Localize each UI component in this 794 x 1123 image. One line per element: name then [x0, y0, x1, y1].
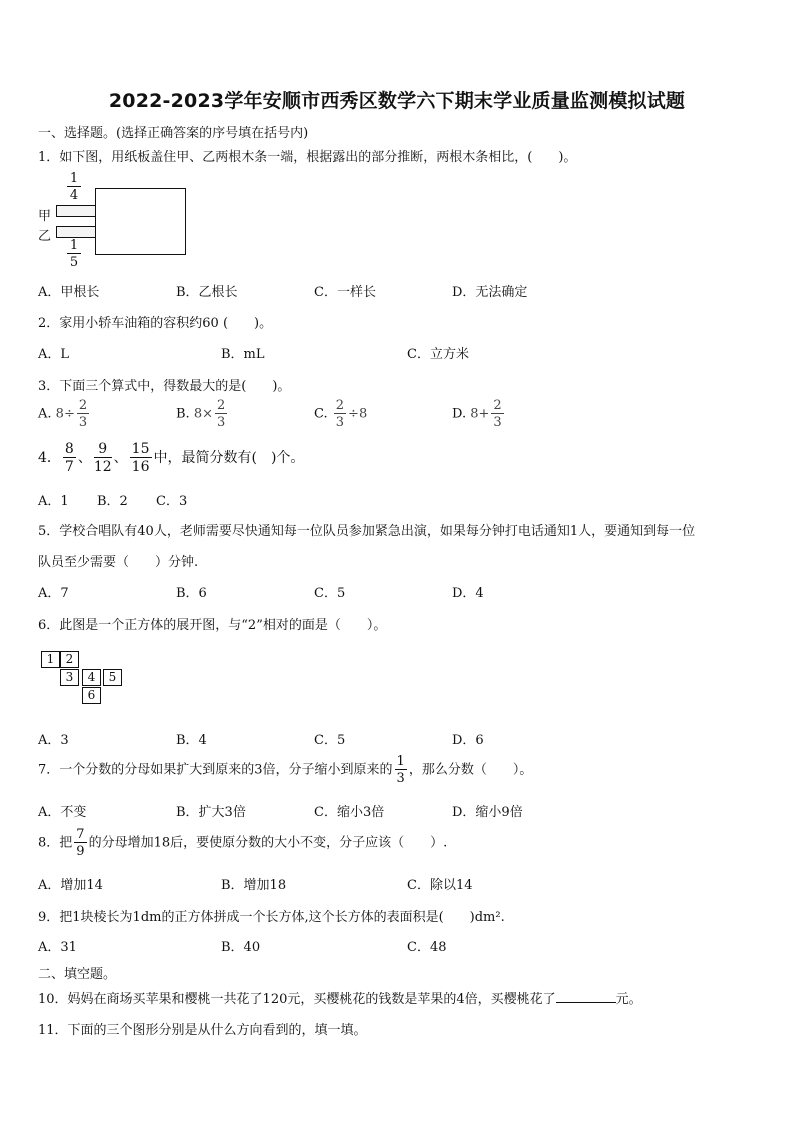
option-den: 3: [217, 415, 226, 430]
q10-post: 元。: [615, 992, 642, 1007]
q2-option-c[interactable]: C．立方米: [407, 347, 469, 362]
q10-answer-blank[interactable]: [556, 990, 616, 1003]
fraction-top-num: 1: [67, 172, 81, 187]
q8-pre: 8．把: [38, 835, 73, 851]
question-8-text: [38, 828, 447, 858]
option-label: B.: [176, 406, 190, 422]
option-label: C.: [314, 406, 328, 422]
question-1-text: 1．如下图，用纸板盖住甲、乙两根木条一端，根据露出的部分推断，两根木条相比，( )。: [38, 150, 577, 165]
q5-option-c[interactable]: C．5: [314, 586, 346, 601]
question-5-line-2: 队员至少需要（ ）分钟.: [38, 555, 199, 570]
net-cell-5: 5: [103, 669, 122, 686]
q3-option-d[interactable]: [452, 399, 506, 429]
label-jia: 甲: [38, 209, 52, 224]
question-9-text: 9．把1块棱长为1dm的正方体拼成一个长方体,这个长方体的表面积是( )dm².: [38, 910, 505, 925]
q7-option-c[interactable]: C．缩小3倍: [314, 805, 385, 820]
option-num: 2: [335, 398, 345, 413]
fraction-top-den: 4: [69, 188, 79, 203]
q4-sep-2: 、: [113, 450, 128, 466]
q8-option-c[interactable]: C．除以14: [407, 878, 473, 893]
option-den: 3: [335, 415, 345, 430]
q4-f2-num: 9: [94, 442, 112, 458]
q6-option-a[interactable]: A．3: [38, 733, 69, 748]
option-post: ÷8: [348, 406, 368, 422]
q5-option-b[interactable]: B．6: [176, 586, 207, 601]
option-den: 3: [78, 415, 88, 430]
fraction-bottom: [67, 239, 81, 269]
question-2-text: 2．家用小轿车油箱的容积约60 ( )。: [38, 316, 273, 331]
q4-f3-den: 16: [131, 459, 150, 475]
q4-f1-num: 8: [64, 441, 74, 457]
q7-den: 3: [396, 771, 405, 786]
q2-option-b[interactable]: B．mL: [221, 347, 265, 362]
cover-board: [95, 188, 186, 255]
q6-option-d[interactable]: D．6: [452, 733, 484, 748]
q4-option-c[interactable]: C．3: [156, 494, 188, 509]
option-den: 3: [493, 415, 502, 430]
q4-f1-den: 7: [64, 459, 74, 475]
question-4-text: [38, 442, 304, 474]
option-pre: 8+: [470, 406, 490, 422]
q8-den: 9: [76, 844, 85, 859]
option-pre: 8×: [193, 406, 213, 422]
fraction-bottom-den: 5: [69, 255, 79, 270]
net-cell-4: 4: [82, 669, 101, 686]
question-6-text: 6．此图是一个正方体的展开图，与“2”相对的面是（ ）。: [38, 618, 387, 633]
q4-f3-num: 15: [131, 441, 150, 457]
page-title: 2022-2023学年安顺市西秀区数学六下期末学业质量监测模拟试题: [108, 90, 686, 112]
q7-pre: 7．一个分数的分母如果扩大到原来的3倍，分子缩小到原来的: [38, 762, 393, 778]
q3-option-a[interactable]: [38, 399, 91, 429]
q1-option-d[interactable]: D．无法确定: [452, 285, 528, 300]
q7-num: 1: [396, 754, 405, 769]
q7-option-b[interactable]: B．扩大3倍: [176, 805, 246, 820]
question-5-line-1: 5．学校合唱队有40人，老师需要尽快通知每一位队员参加紧急出演，如果每分钟打电话通知1人，要通知到每一位: [38, 524, 696, 539]
q1-option-c[interactable]: C．一样长: [314, 285, 376, 300]
section-heading-choice: 一、选择题。(选择正确答案的序号填在括号内): [38, 126, 309, 141]
q4-option-a[interactable]: A．1: [38, 494, 69, 509]
label-yi: 乙: [38, 229, 52, 244]
q5-option-d[interactable]: D．4: [452, 586, 484, 601]
section-heading-fill: 二、填空题。: [38, 967, 117, 982]
q1-option-a[interactable]: A．甲根长: [38, 285, 100, 300]
q6-option-c[interactable]: C．5: [314, 733, 346, 748]
question-3-text: 3．下面三个算式中，得数最大的是( )。: [38, 379, 291, 394]
option-pre: 8÷: [55, 406, 75, 422]
q7-option-a[interactable]: A．不变: [38, 805, 87, 820]
option-label: A.: [38, 406, 52, 422]
option-num: 2: [217, 398, 226, 413]
q4-sep-1: 、: [77, 450, 92, 466]
q4-option-b[interactable]: B．2: [97, 494, 128, 509]
q10-pre: 10．妈妈在商场买苹果和樱桃一共花了120元，买樱桃花的钱数是苹果的4倍，买樱桃花了: [38, 992, 556, 1007]
option-num: 2: [78, 398, 88, 413]
q7-option-d[interactable]: D．缩小9倍: [452, 805, 523, 820]
q8-post: 的分母增加18后，要使原分数的大小不变，分子应该（ ）.: [88, 835, 448, 851]
q2-option-a[interactable]: A．L: [38, 347, 70, 362]
q6-option-b[interactable]: B．4: [176, 733, 207, 748]
question-11-text: 11．下面的三个图形分别是从什么方向看到的，填一填。: [38, 1023, 367, 1038]
question-10-text: [38, 988, 642, 1007]
q1-option-b[interactable]: B．乙根长: [176, 285, 238, 300]
fraction-bottom-num: 1: [67, 239, 81, 254]
q3-option-c[interactable]: [314, 399, 367, 429]
q8-option-a[interactable]: A．增加14: [38, 878, 103, 893]
net-cell-2: 2: [60, 651, 79, 668]
option-num: 2: [493, 398, 502, 413]
stick-yi: [56, 226, 98, 238]
q7-post: ，那么分数（ ）。: [408, 762, 533, 778]
q9-option-b[interactable]: B．40: [221, 940, 261, 955]
q3-option-b[interactable]: [176, 399, 229, 429]
net-cell-3: 3: [60, 669, 79, 686]
q8-num: 7: [76, 827, 85, 842]
question-7-text: [38, 755, 532, 785]
q5-option-a[interactable]: A．7: [38, 586, 69, 601]
q4-suffix: 中，最简分数有( )个。: [153, 450, 305, 466]
stick-jia: [56, 205, 98, 217]
net-cell-1: 1: [41, 651, 60, 668]
q4-prefix: 4．: [38, 450, 61, 466]
q4-f2-den: 12: [93, 459, 112, 475]
fraction-top: [67, 172, 81, 202]
q9-option-c[interactable]: C．48: [407, 940, 447, 955]
net-cell-6: 6: [82, 687, 101, 704]
option-label: D.: [452, 406, 467, 422]
q9-option-a[interactable]: A．31: [38, 940, 77, 955]
q8-option-b[interactable]: B．增加18: [221, 878, 287, 893]
